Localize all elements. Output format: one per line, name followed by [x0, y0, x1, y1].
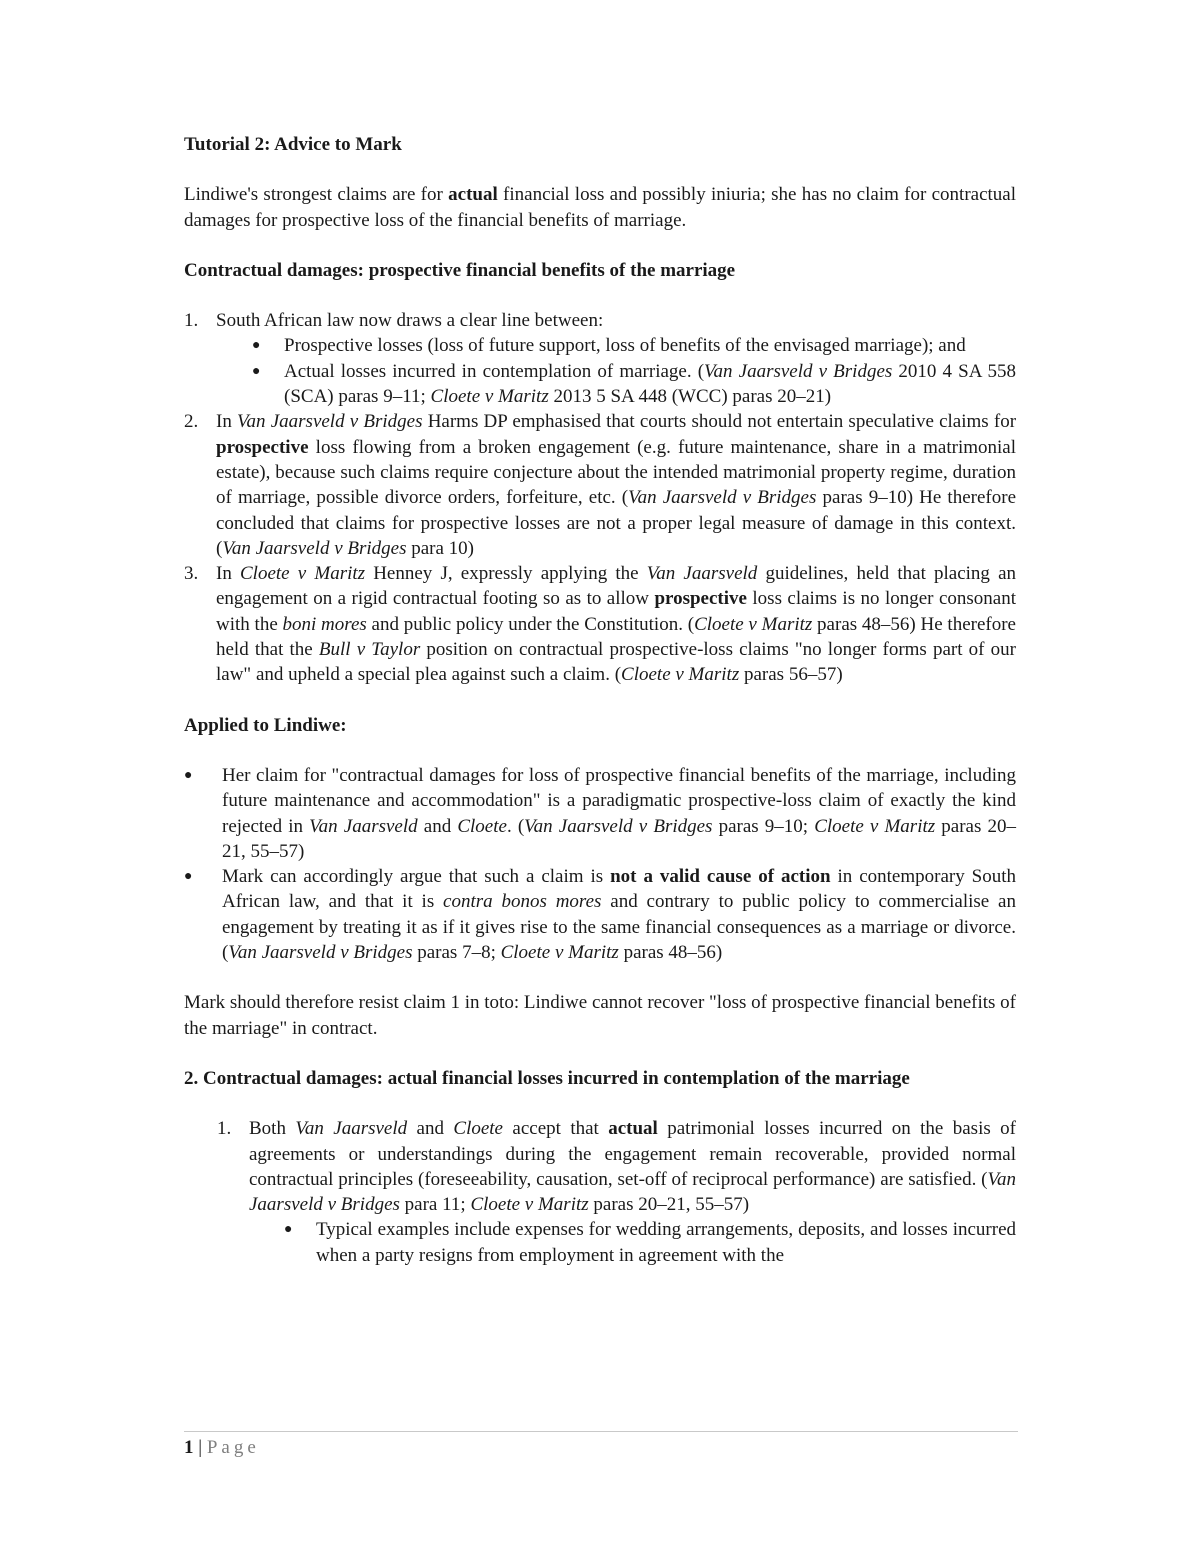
case-citation: Van Jaarsveld v Bridges [228, 942, 413, 964]
case-citation: Cloete [453, 1118, 503, 1140]
intro-paragraph [184, 182, 1016, 233]
case-citation: Cloete v Maritz [814, 815, 936, 837]
section-heading: 2. Contractual damages: actual financial losses incurred in contemplation of the marriage [184, 1067, 910, 1089]
text-run: loss flowing from a broken engagement (e.g. future maintenance, share in a matrimonial estate), because such claims require conjecture about the intended matrimonial property regime, duration of marriage, possible divorce orders, forfeiture, etc. ( [216, 436, 1016, 509]
list-item [184, 409, 1016, 561]
text-run: paras 56–57) [739, 664, 843, 686]
list-number: 1. [184, 310, 199, 332]
page-label: Page [206, 1437, 260, 1458]
section-heading: Contractual damages: prospective financial benefits of the marriage [184, 259, 736, 281]
case-citation: Van Jaarsveld [309, 815, 418, 837]
text-run: paras 7–8; [412, 942, 501, 964]
bullet-text: Typical examples include expenses for wedding arrangements, deposits, and losses incurred when a party resigns from employment in agreement with the [316, 1219, 1016, 1266]
text-run: . ( [506, 815, 525, 837]
list-number: 3. [184, 563, 199, 585]
text-run: para 10) [406, 537, 475, 559]
text-run: Lindiwe's strongest claims are for [184, 184, 449, 206]
text-run: Mark can accordingly argue that such a claim is [222, 866, 611, 888]
text-run: paras 48–56) He therefore held that the [216, 613, 1016, 661]
case-citation: Van Jaarsveld v Bridges [704, 360, 893, 382]
list-item [184, 1116, 1016, 1217]
case-citation: Van Jaarsveld [295, 1118, 408, 1140]
bold-text: actual [608, 1118, 658, 1140]
page-number: 1 [184, 1437, 194, 1458]
bold-text: prospective [216, 436, 309, 458]
text-run: and public policy under the Constitution. ( [366, 613, 695, 635]
latin-term: boni mores [282, 613, 367, 635]
case-citation: Van Jaarsveld v Bridges [249, 1168, 1016, 1216]
case-citation: Cloete v Maritz [621, 664, 740, 686]
bullet-item [184, 1217, 1016, 1268]
text-run: accept that [503, 1118, 609, 1140]
page-footer [184, 1437, 260, 1459]
bullet-item [184, 864, 1016, 965]
case-citation: Van Jaarsveld v Bridges [524, 815, 713, 837]
bullet-item [184, 763, 1016, 864]
footer-separator: | [193, 1437, 207, 1458]
text-run: Her claim for "contractual damages for loss of prospective financial benefits of the marriage, including future maintenance and accommodation" is a paradigmatic prospective-loss claim of exactly the kind rejected in [222, 764, 1016, 837]
bullet-icon: ● [252, 338, 261, 354]
bullet-item [184, 359, 1016, 410]
text-run: 2013 5 SA 448 (WCC) paras 20–21) [548, 386, 832, 408]
text-run: Henney J, expressly applying the [365, 563, 647, 585]
text-run: patrimonial losses incurred on the basis of agreements or understandings during the engagement remain recoverable, provided normal contractual principles (foreseeability, causation, set-off of reciprocal performance) are satisfied. ( [249, 1118, 1016, 1190]
case-citation: Bull v Taylor [318, 639, 421, 661]
text-run: position on contractual prospective-loss claims "no longer forms part of our law" and upheld a special plea against such a claim. ( [216, 639, 1016, 686]
text-run: guidelines, held that placing an engagement on a rigid contractual footing so as to allow [216, 563, 1017, 610]
section-heading: Applied to Lindiwe: [184, 714, 347, 736]
case-citation: Cloete v Maritz [430, 386, 549, 408]
case-citation: Van Jaarsveld v Bridges [237, 411, 423, 433]
list-text: South African law now draws a clear line between: [216, 310, 604, 332]
text-run: and [417, 815, 458, 837]
case-citation: Van Jaarsveld v Bridges [628, 487, 817, 509]
text-run: paras 20–21, 55–57) [222, 815, 1017, 862]
text-run: Harms DP emphasised that courts should not entertain speculative claims for [422, 411, 1017, 433]
text-run: paras 9–10) He therefore concluded that claims for prospective losses are not a proper legal measure of damage in this context. ( [216, 487, 1016, 559]
bold-text: not a valid cause of action [610, 866, 831, 888]
latin-term: contra bonos mores [443, 891, 602, 913]
text-run: financial loss and possibly iniuria; she has no claim for contractual damages for prospective loss of the financial benefits of marriage. [184, 184, 1017, 231]
case-citation: Cloete [457, 815, 507, 837]
text-run: In [216, 411, 238, 433]
case-citation: Cloete v Maritz [500, 942, 619, 964]
text-run: paras 48–56) [618, 942, 723, 964]
case-citation: Van Jaarsveld [646, 563, 758, 585]
case-citation: Cloete v Maritz [470, 1194, 589, 1216]
footer-divider [184, 1431, 1018, 1432]
bold-text: prospective [654, 588, 747, 610]
text-run: Both [249, 1118, 296, 1140]
text-run: paras 9–10; [712, 815, 815, 837]
conclusion-paragraph: Mark should therefore resist claim 1 in toto: Lindiwe cannot recover "loss of prospective financial benefits of the marriage" in contract. [184, 992, 1016, 1039]
bullet-text: Prospective losses (loss of future support, loss of benefits of the envisaged marriage); and [284, 335, 966, 357]
text-run: 2010 4 SA 558 (SCA) paras 9–11; [284, 360, 1016, 408]
text-run: and [407, 1118, 454, 1140]
text-run: In [216, 563, 240, 585]
text-run: in contemporary South African law, and that it is [222, 866, 1017, 913]
text-run: Actual losses incurred in contemplation of marriage. ( [284, 360, 705, 382]
case-citation: Van Jaarsveld v Bridges [222, 537, 407, 559]
document-title: Tutorial 2: Advice to Mark [184, 134, 402, 155]
bullet-icon: ● [252, 363, 261, 379]
list-number: 2. [184, 411, 199, 433]
bullet-icon: ● [284, 1222, 293, 1238]
text-run: paras 20–21, 55–57) [588, 1194, 750, 1216]
bullet-item [184, 333, 1016, 358]
case-citation: Cloete v Maritz [240, 563, 366, 585]
list-number: 1. [217, 1118, 232, 1140]
list-item [184, 561, 1016, 687]
text-run: para 11; [399, 1194, 471, 1216]
list-item [184, 308, 1016, 333]
bullet-icon: ● [184, 767, 193, 783]
bold-text: actual [448, 184, 498, 206]
text-run: and contrary to public policy to commercialise an engagement by treating it as if it gives rise to the same financial consequences as a marriage or divorce. ( [222, 891, 1016, 964]
document-page [184, 132, 1016, 1268]
bullet-icon: ● [184, 869, 193, 885]
case-citation: Cloete v Maritz [694, 613, 813, 635]
text-run: loss claims is no longer consonant with the [216, 588, 1016, 635]
